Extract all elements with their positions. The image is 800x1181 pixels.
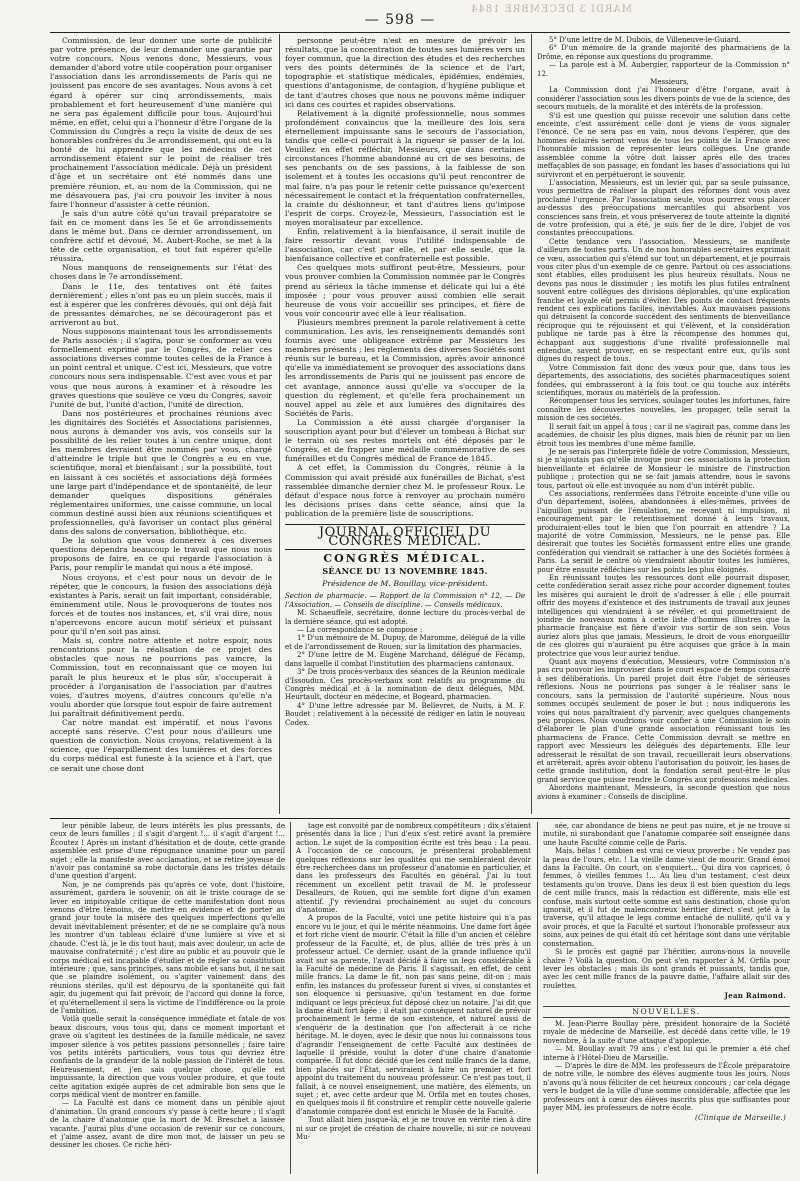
mid-rule (50, 818, 790, 819)
paragraph: A propos de la Faculté, voici une petite histoire qui n'a pas encore vu le jour, et qui le mérite néanmoins. Une dame fort âgée et fort riche vient de mourir. C'était la fille d'un ancien et célèbre professeur de la Faculté, et, de plus, alliée de très près à un professeur actuel. Ce dernier, usant de la grande influence qu'il avait sur sa parente, l'avait décidé à faire un legs considérable à la Faculté de médecine de Paris. Il s'agissait, en effet, de cent mille francs. La dame le fit, non pas sans peine, dit-on ; mais enfin, les instances du professeur furent si vives, si constantes et son éloquence si persuasive, qu'un testament en due forme indiquant ce legs précieux fut déposé chez un notaire. J'ai dit que la dame était fort âgée ; il était par conséquent naturel de prévoir prochainement le terme de son existence, et naturel aussi de s'enquérir de la destination que l'on affecterait à ce riche héritage. M. le doyen, avec le désir que nous lui connaissons tous d'agrandir l'enseignement de cette Faculté aux destinées de laquelle il préside, voulut la doter d'une chaire d'anatomie comparée. Il fut donc décidé que les cent mille francs de la dame, bien placés sur l'État, serviraient à faire un premier et fort appoint du traitement du nouveau professeur. Ce n'est pas tout, il fallait, à ce nouvel enseignement, une matière, des éléments, un sujet ; et, avec cette ardeur que M. Orfila met en toutes choses, en quelques mois il fit construire et remplir cette nouvelle galerie d'anatomie comparée dont est enrichi le Musée de la Faculté. (296, 914, 531, 1116)
president-line: Présidence de M. Bouillay, vice-président. (322, 579, 488, 589)
paragraph: Plusieurs membres prennent la parole relativement à cette communication. Les avis, les renseignements demandés sont fournis avec une obligeance extrême par Messieurs les membres présents ; les règlements des diverses Sociétés sont réunis sur le bureau, et la Commission, après avoir annoncé qu'elle va immédiatement se provoquer des associations dans les arrondissements de Paris qui ne jouissent pas encore de cet avantage, annonce aussi qu'elle va s'occuper de la question du règlement, et qu'elle fera prochainement un nouvel appel au zèle et aux lumières des dignitaires des Sociétés de Paris. (285, 317, 525, 418)
paragraph: Il serait fait un appel à tous ; car il ne s'agirait pas, comme dans les académies, de choisir les plus dignes, mais bien de réunir par un lien étroit tous les membres d'une même famille. (537, 422, 790, 448)
paragraph: Non, je ne comprends pas qu'après ce vote, dont l'histoire, assurément, gardera le souvenir, on ait le triste courage de se lever en impitoyable critique de cette manifestation dont nous venons d'être témoins, de mettre en évidence et de porter au grand jour toute la misère des quelques imperfections qu'elle devait inévitablement présenter, et de ne se complaire qu'à nous les montrer d'un tableau éclairé d'une lumière si vive et si chaude. C'est là, je le dis tout haut, mais avec douleur, un acte de mauvaise confraternité ; c'est dire au public et au pouvoir que le corps médical est incapable d'étudier et de régler sa constitution intérieure ; que, sans principes, sans mobile et sans but, il ne sait que se plaindre isolément, ou s'agiter vainement dans des réunions stériles, qu'il est dépourvu de la spontanéité qui fait agir, du jugement qui fait prévoir, de l'accord qui donne la force, et qu'éternellement il sera la victime de l'indifférence ou la proie de l'ambition. (50, 880, 285, 1015)
paragraph: Dans le 11e, des tentatives ont été faites dernièrement ; elles n'ont pas eu un plein succès, mais il est à espérer que les confrères dévoués, qui ont déjà fait de pressantes démarches, ne se décourageront pas et arriveront au but. (50, 281, 272, 327)
paragraph: Quant aux moyens d'exécution, Messieurs, votre Commission n'a pas cru pouvoir les improviser dans le court espace de temps consacré à ses délibérations. Un pareil projet doit être l'objet de sérieuses réflexions. Nous ne pourrions pas songer à le réaliser sans le concours, sans la permission de l'autorité supérieure. Nous nous sommes occupés seulement de poser le but ; nous indiquerons les voies qui nous paraîtraient d'y parvenir, avec quelques changements peu propices. Nous voudrions voir confier à une Commission le soin d'élaborer le plan d'une grande association réunissant tous les pharmaciens de France. Cette Commission devrait se mettre en rapport avec Messieurs les délégués des départements. Elle leur adresserait le résultat de son travail, recueillerait leurs observations et arrêterait, après avoir obtenu l'autorisation du pouvoir, les bases de cette grande institution, dont la fondation serait peut-être le plus grand service que puisse rendre le Congrès aux professions médicales. (537, 658, 790, 784)
minutes-item: 1° D'un mémoire de M. Dupuy, de Maromme, délégué de la ville et de l'arrondissement de Rouen, sur la limitation des pharmacies. (285, 634, 525, 651)
paragraph: Je sais d'un autre côté qu'un travail préparatoire se fait en ce moment dans les 5e et 6e arrondissements dans le même but. Dans ce dernier arrondissement, un confrère actif et dévoué, M. Aubert-Roche, se met à la tête de cette organisation, et tout fait espérer qu'elle réussira. (50, 208, 272, 264)
minutes-item: 4° D'une lettre adressée par M. Bellevret, de Nuits, à M. F. Boudet ; relativement à la nécessité de rédiger en latin le nouveau Codex. (285, 701, 525, 727)
paragraph: Abordons maintenant, Messieurs, la seconde question que nous avions à examiner : Conseils de discipline. (537, 784, 790, 801)
column-3 (537, 36, 790, 814)
news-heading: NOUVELLES. (543, 1006, 790, 1018)
column-divider-3 (290, 822, 291, 1174)
salutation: Messieurs, (650, 78, 689, 87)
paragraph: Car notre mandat est impératif, et nous l'avons accepté sans réserve. C'est pour nous d'ailleurs une question de conviction. Nous croyons, relativement à la science, que l'éparpillement des lumières et des forces du corps médical est funeste à la science et à l'art, que ce serait une chose dont (50, 718, 272, 773)
page-number: — 598 — (364, 12, 436, 28)
author-signature: Jean Raimond. (724, 991, 786, 1001)
paragraph: A cet effet, la Commission du Congrès, réunie à la Commission qui avait présidé aux funérailles de Bichat, s'est rassemblée dimanche dernier chez M. le professeur Roux. Le défaut d'espace nous force à renvoyer au prochain numéro les décisions prises dans cette séance, ainsi que la publication de la première liste de souscriptions. (285, 463, 525, 518)
paragraph: Mais si, contre notre attente et notre espoir, nous rencontrions pour la réalisation de ce projet des obstacles que nous ne pourrions pas vaincre, la Commission, tout en reconnaissant que ce moyen lui paraît le plus heureux et le plus sûr, s'occuperait à procéder à l'organisation de l'association par d'autres voies, d'autres moyens, d'autres concours qu'elle n'a voulu aborder que lorsque tout espoir de faire autrement lui paraîtrait définitivement perdu. (50, 636, 272, 718)
paragraph: Mais, hélas ! combien est vrai ce vieux proverbe : Ne vendez pas la peau de l'ours, etc. ! La vieille dame vient de mourir. Grand émoi dans la Faculté. On court, on s'enquiert... Qui dira vos caprices, ô femmes, ô vieilles femmes !... Au lieu d'un testament, c'est deux testaments qu'on trouve. Dans les deux il est bien question du legs de cent mille francs, mais la rédaction est différente, mais elle est confuse, mais surtout cette somme est sans destination, chose qu'on ignorait, et il fut de malencontreux héritier direct s'est jeté à la traverse, qu'il attaque le legs comme entaché de nullité, qu'il va y avoir procès, et que la Faculté et surtout l'honorable professeur aux soins, aux peines de qui était dû cet héritage sont dans une véritable consternation. (543, 847, 790, 948)
paragraph: Ces quelques mots suffiront peut-être, Messieurs, pour vous prouver combien la Commission nommée par le Congrès prend au sérieux la tâche immense et délicate qui lui a été imposée ; pour vous prouver aussi combien elle serait heureuse de vous voir accueillir ses principes, et fière de vous voir concourir avec elle à leur réalisation. (285, 263, 525, 318)
minutes-item: — La correspondance se compose : (297, 626, 423, 635)
minutes-item: M. Schaeuffele, secrétaire, donne lecture du procès-verbal de la dernière séance, qui est adopté. (285, 609, 525, 626)
paragraph: Si le procès est gagné par l'héritier, aurons-nous la nouvelle chaire ? Voilà la question. On peut s'en rapporter à M. Orfila pour lever les obstacles ; mais ils sont grands et puissants, tandis que, avec les cent mille francs de la pauvre dame, l'affaire allait sur des roulettes. (543, 948, 790, 990)
bottom-column-1 (50, 822, 285, 1174)
paragraph: 6° D'un mémoire de la grande majorité des pharmaciens de la Drôme, en réponse aux questions du programme. (537, 44, 790, 61)
paragraph: L'association, Messieurs, est un levier qui, par sa seule puissance, vous permettra de réaliser la plupart des réformes dont vous avez proclamé l'urgence. Par l'association seule, vous pourrez vous placer au-dessus des préoccupations mercantiles qui absorbent vos consciences sans frein, et vous préserverez de toute atteinte la dignité de votre profession, qui a été, je suis fier de le dire, l'objet de vos constantes préoccupations. (537, 178, 790, 238)
minutes-item: 3° De trois procès-verbaux des séances de la Réunion médicale d'Issoudun. Ces procès-verbaux sont relatifs au programme du Congrès médical et à la nomination de deux délégués, MM. Heurtault, docteur en médecine, et Bogeard, pharmacien. (285, 668, 525, 702)
paragraph: En réunissant toutes les ressources dont elle pourrait disposer, cette confédération serait assez riche pour accorder dignement toutes les misères qui auraient le droit de s'adresser à elle ; elle pourrait offrir des moyens d'existence et des instruments de travail aux jeunes intelligences qui viendraient à se révéler, et qui promettraient de joindre de nouveaux noms à cette liste d'hommes illustres que la pharmacie française est fière d'avoir vus sortir de son sein. Vous auriez alors plus que jamais, Messieurs, le droit de vous enorgueillir de ces gloires qui n'auraient pu être acquises que grâce à la main protectrice que vous leur auriez tendue. (537, 574, 790, 658)
column-divider-2 (531, 34, 532, 814)
paragraph: personne peut-être n'est en mesure de prévoir les résultats, que la concentration de toutes ses lumières vers un foyer commun, que la direction des études et des recherches vers des points déterminés de la science et de l'art, topographie et statistique médicales, épidémies, endémies, questions d'antagonisme, de contagion, d'hygiène publique et de tant d'autres choses que nous ne pouvons même indiquer ici dans ces courtes et rapides observations. (285, 36, 525, 109)
paragraph: Nous manquons de renseignements sur l'état des choses dans le 7e arrondissement. (50, 263, 272, 282)
news-source: (Clinique de Marseille.) (695, 1114, 786, 1123)
paragraph: Récompenser tous les services, soulager toutes les infortunes, faire connaître les découvertes nouvelles, les propager, telle serait la mission de ces sociétés. (537, 397, 790, 423)
column-divider-4 (537, 822, 538, 1174)
paragraph: Dans nos postérieures et prochaines réunions avec les dignitaires des Sociétés et Associations parisiennes, nous aurons à demander vos avis, vos conseils sur la possibilité de les relier toutes à un centre unique, dont les membres devraient être nommés par vous, chargé d'atteindre le triple but que le Congrès a eu en vue, scientifique, moral et bienfaisant ; sur la possibilité, tout en laissant à ces sociétés et associations déjà formées une large part d'indépendance et de spontanéité, de leur demander quelques dispositions générales réglementaires uniformes, une caisse commune, un local commun destiné aussi bien aux réunions scientifiques et professionnelles, qu'à favoriser un contact plus général dans des salons de conversation, bibliothèque, etc. (50, 408, 272, 537)
paragraph: Cette tendance vers l'association, Messieurs, se manifeste d'ailleurs de toutes parts. Un de nos honorables secrétaires exprimait ce vœu, association qui s'étend sur tout un département, et je pourrais vous citer plus d'un exemple de ce genre. Partout où ces associations sont établies, elles produisent les plus heureux résultats. Nous ne devons pas nous le dissimuler ; les motifs les plus futiles entraînent souvent entre collègues des divisions déplorables, qu'une explication franche et loyale eût permis d'éviter. Des points de contact fréquents rendent ces explications faciles, inévitables. Aux mauvaises passions qui détruisent la concorde succèdent des sentiments de bienveillance réciproque qui te réjouissent et qui t'élèvent, et la considération publique ne tarde pas à être la récompense des hommes qui, échappant aux suggestions d'une rivalité professionnelle mal entendue, savent prouver, en se respectant entre eux, qu'ils sont dignes du respect de tous. (537, 237, 790, 364)
paragraph: De la solution que vous donnerez à ces diverses questions dépendra beaucoup le travail que nous nous proposons de faire, en ce qui regarde l'association à Paris, pour remplir le mandat qui nous a été imposé. (50, 536, 272, 573)
masthead-title: JOURNAL OFFICIEL DU CONGRÈS MÉDICAL. (285, 524, 525, 550)
column-2 (285, 36, 525, 814)
news-item: — D'après le dire de MM. les professeurs de l'École préparatoire de notre ville, le nombre des élèves augmente tous les jours. Nous n'avons qu'à nous féliciter de cet heureux concours ; car cela dégage vers le budget de la ville d'une somme considérable, affectée que les professeurs ont à cœur des élèves inscrits plus que suffisantes pour payer MM. les professeurs de notre école. (543, 1061, 790, 1112)
minutes-item: 2° D'une lettre de M. Eugène Marchand, délégué de Fécamp, dans laquelle il combat l'institution des pharmaciens cantonaux. (285, 651, 525, 668)
paragraph: Nous supposons maintenant tous les arrondissements de Paris associés ; il s'agira, pour se conformer au vœu formellement exprimé par le Congrès, de relier ces associations diverses comme toutes celles de la France à un point central et unique. C'est ici, Messieurs, que votre concours nous sera indispensable. C'est avec vous et par vous que nous aurons à examiner et à résoudre les graves questions que soulève ce vœu du Congrès, savoir l'unité de but, l'unité d'action, l'unité de direction. (50, 327, 272, 409)
news-item: M. Jean-Pierre Boullay père, président honoraire de la Société royale de médecine de Marseille, est décédé dans cette ville, le 19 novembre, à la suite d'une attaque d'apoplexie. (543, 1019, 790, 1045)
paragraph: La Commission dont j'ai l'honneur d'être l'organe, avait à considérer l'association sous les divers points de vue de la science, des secours mutuels, de la moralité et des intérêts de la profession. (537, 86, 790, 112)
paragraph: sée, car abondance de biens ne peut pas nuire, et je ne trouve si inutile, ni surabondant que l'anatomie comparée soit enseignée dans une haute Faculté comme celle de Paris. (543, 822, 790, 847)
top-rule (50, 32, 790, 33)
paragraph: S'il est une question qui puisse recevoir une solution dans cette enceinte, c'est assurément celle dont je viens de vous signaler l'énoncé. Ce ne sera pas en vain, nous devons l'espérer, que des hommes éclairés seront venus de tous les points de la France avec l'honorable mission de représenter leurs collègues. Une grande assemblée comme la vôtre doit laisser après elle des traces ineffaçables de son passage, en fondant les bases d'associations qui lui survivront et en perpétueront le souvenir. (537, 111, 790, 179)
paragraph: La Commission a été aussi chargée d'organiser la souscription ayant pour but d'élever un tombeau à Bichat sur le terrain où ses restes mortels ont été déposés par le Congrès, et de frapper une médaille commémorative de ses funérailles et du Congrès médical de France de 1845. (285, 417, 525, 464)
paragraph: Nous croyons, et c'est pour nous un devoir de le répéter, que le concours, la fusion des associations déjà existantes à Paris, serait un fait important, considérable, éminemment utile. Nous le provoquerons de toutes nos forces et de toutes nos instances, et, s'il vrai dire, nous n'apercevons encore aucun motif sérieux et puissant pour qu'il n'en soit pas ainsi. (50, 572, 272, 637)
bottom-column-2 (296, 822, 531, 1174)
paragraph: — La Faculté est dans ce moment dans un pénible ajout d'animation. Un grand concours s'y passe à cette heure ; il s'agit de la chaire d'anatomie que la mort de M. Breschet a laissée vacante. J'aurai plus d'une occasion de revenir sur ce concours, et j'aime assez, avant de dire mon mot, de laisser un peu se dessiner les choses. Ce riche héri- (50, 1099, 285, 1150)
paragraph: Relativement à la dignité professionnelle, nous sommes profondément convaincus que la meilleure des lois sera éternellement impuissante sans le secours de l'association, tandis que celle-ci pourrait à la rigueur se passer de la loi. Veuillez en effet réfléchir, Messieurs, que dans certaines circonstances l'homme abandonné au cri de ses besoins, de ses penchants ou de ses passions, à la faiblesse de son isolement et à toutes les occasions qu'il peut rencontrer de mal faire, n'a pas pour le retenir cette puissance qu'exercent nécessairement le contact et la fréquentation confraternelles, la crainte du déshonneur, et tant d'autres liens qu'impose l'esprit de corps. Croyez-le, Messieurs, l'association est le moyen moralisateur par excellence. (285, 108, 525, 227)
masthead-subtitle: CONGRÈS MÉDICAL. (323, 552, 487, 566)
paragraph: Voilà quelle serait la conséquence immédiate et fatale de vos beaux discours, vous tous qui, dans ce moment important et grave où s'agitent les destinées de la famille médicale, ne savez imposer silence à vos petites passions personnelles ; faire taire vos petits intérêts particuliers, vous tous qui devriez être confiants de la grandeur de la noble passion de l'intérêt de tous. Heureusement, et j'en sais quelque chose, qu'elle est impuissante, la direction que vous voulez produire, et que toute cette agitation exigée auprès de cet admirable bon sens que le corps médical vient de montrer en famille. (50, 1015, 285, 1099)
news-item: — M. Boullay avait 79 ans ; c'est lui qui le premier a été chef interne à l'Hôtel-Dieu de Marseille. (543, 1045, 790, 1062)
session-date: SÉANCE DU 13 NOVEMBRE 1845. (322, 566, 488, 577)
paragraph: Votre Commission fait donc des vœux pour que, dans tous les départements, des associations, des sociétés pharmaceutiques soient fondées, qui embrasseront à la fois tout ce qui touche aux intérêts scientifiques, moraux ou matériels de la profession. (537, 363, 790, 398)
paragraph: Enfin, relativement à la bienfaisance, il serait inutile de faire ressortir devant vous l'utilité indispensable de l'association, car c'est par elle, et par elle seule, que la bienfaisance collective et confraternelle est possible. (285, 226, 525, 264)
masthead (285, 524, 525, 588)
paragraph: Je ne serais pas l'interprète fidèle de votre Commission, Messieurs, si je n'ajoutais pas qu'elle invoque pour ces associations la protection bienveillante et éclairée de Monsieur le ministre de l'instruction publique ; protection qui ne se fait jamais attendre, nous le savons tous, partout où elle est invoquée au nom d'un intérêt public. (537, 447, 790, 490)
section-line: Section de pharmacie. — Rapport de la Commission n° 12. — De l'Association. — Conseils de discipline. — Conseils médicaux. (285, 592, 525, 609)
paragraph: Commission, de leur donner une sorte de publicité par votre présence, de leur demander une garantie par votre concours. Nous venons donc, Messieurs, vous demander d'abord votre utile coopération pour organiser l'association dans les arrondissements de Paris qui ne jouissent pas encore de ses avantages. Nous avons à cet égard à opérer sur cinq arrondissements, mais probablement et fort heureusement d'une manière qui ne sera pas également difficile pour tous. Aujourd'hui même, en effet, celui qui a l'honneur d'être l'organe de la Commission du Congrès a reçu la visite de deux de ses honorables confrères du 3e arrondissement, qui ont eu la bonté de lui apprendre que les médecins de cet arrondissement étaient sur le point de réaliser très prochainement l'association médicale. Déjà un président d'âge et un secrétaire ont été nommés dans une première réunion, et, au nom de la Commission, qui ne me désavouera pas, j'ai cru pouvoir les inviter à nous faire l'honneur d'assister à cette réunion. (50, 36, 272, 209)
paragraph: tage est convoité par de nombreux compétiteurs ; dix s'étaient présentés dans la lice ; l'un d'eux s'est retiré avant la première action. Le sujet de la composition écrite est très beau : La peau. A l'occasion de ce concours, je présenterai probablement quelques réflexions sur les qualités qui me sembleraient devoir être recherchées dans un professeur d'anatomie en particulier, et dans les professeurs des Facultés en général. J'ai lu tout récemment un excellent petit travail de M. le professeur Desalleurs, de Rouen, qui me semble fort digne d'un examen attentif. J'y reviendrai prochainement au sujet du concours d'anatomie. (296, 822, 531, 915)
column-1 (50, 36, 272, 814)
paragraph: Tout allait bien jusque-là, et je ne trouve en vérité rien à dire ni sur ce projet de création de chaire nouvelle, ni sur ce nouveau Mu- (296, 1116, 531, 1142)
paragraph: Ces associations, renfermées dans l'étroite enceinte d'une ville ou d'un département, isolées, abandonnées à elles-mêmes, privées de l'aiguillon puissant de l'émulation, ne recevant ni impulsion, ni encouragement par le retentissement donné à leurs travaux, produiraient-elles tout le bien que l'on pourrait en attendre ? La majorité de votre Commission, Messieurs, ne le pense pas. Elle désirerait que toutes les Sociétés formassent entre elles une grande confédération qui viendrait se rattacher à une des Sociétés formées à Paris. La serait le centre où viendraient aboutir toutes les lumières, pour être ensuite réfléchies sur les points les plus éloignés. (537, 489, 790, 574)
bottom-column-3 (543, 822, 790, 1174)
paragraph: 5° D'une lettre de M. Dubois, de Villeneuve-le-Guiard. (549, 36, 741, 44)
paragraph: — La parole est à M. Aubergier, rapporteur de la Commission n° 12. (537, 61, 790, 78)
paragraph: leur pénible labeur, de leurs intérêts les plus pressants, de ceux de leurs familles ; il s'agit d'argent !... il s'agit d'argent !... Écoutez ! Après un instant d'hésitation et de doute, cette grande assemblée est prise d'une répugnance unanime pour un pareil sujet ; elle la manifeste avec acclamation, et se retire joyeuse de n'avoir pas contaminé sa robe doctorale dans les tristes détails d'une question d'argent. (50, 822, 285, 881)
column-divider-1 (279, 34, 280, 814)
bleed-through-text: MARDI 3 DÉCEMBRE 1844 (470, 4, 632, 15)
